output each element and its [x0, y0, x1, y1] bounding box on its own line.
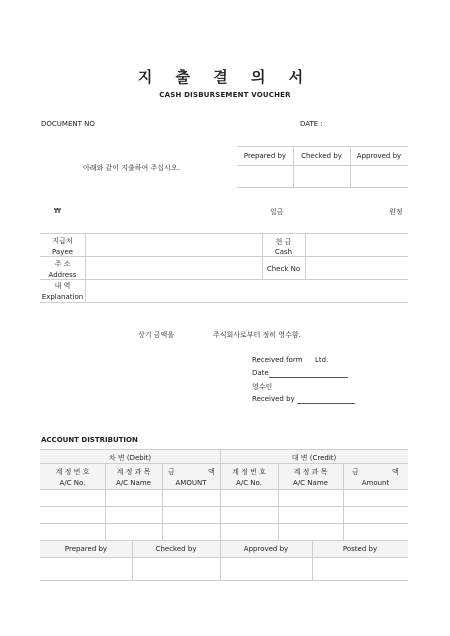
cash-label-ko: 현 금	[275, 238, 292, 246]
debit-ac-name-ko: 계 정 과 목	[116, 468, 151, 476]
received-by-line	[297, 403, 355, 404]
request-text: 아래와 같이 지출하여 주십시오.	[83, 164, 180, 172]
page-title: 지 출 결 의 서	[137, 68, 313, 86]
footer-posted-label: Posted by	[342, 545, 378, 553]
credit-ac-no-en: A/C No.	[236, 479, 262, 487]
credit-amount-ko-1: 금	[352, 468, 359, 476]
wonjeong-label: 원정	[389, 208, 403, 216]
debit-header: 차 변 (Debit)	[108, 454, 152, 462]
address-label-ko: 주 소	[54, 260, 71, 268]
address-label-en: Address	[48, 271, 77, 279]
credit-ac-no-ko: 계 정 번 호	[232, 468, 266, 476]
currency-symbol: ₩	[54, 207, 61, 215]
credit-amount-ko-2: 액	[392, 468, 399, 476]
account-distribution-heading: ACCOUNT DISTRIBUTION	[41, 436, 138, 444]
received-date-line	[269, 377, 348, 378]
received-form-label: Received form	[252, 356, 303, 364]
footer-checked-label: Checked by	[155, 545, 197, 553]
footer-approved-label: Approved by	[243, 545, 289, 553]
footer-prepared-label: Prepared by	[64, 545, 108, 553]
debit-amount-en: AMOUNT	[175, 479, 207, 487]
credit-header: 대 변 (Credit)	[291, 454, 337, 462]
explanation-label-en: Explanation	[41, 293, 84, 301]
receipt-text-1: 상기 금액을	[138, 331, 175, 339]
ilgeum-label: 일금	[270, 208, 284, 216]
debit-ac-name-en: A/C Name	[116, 479, 151, 487]
debit-ac-no-ko: 계 정 번 호	[55, 468, 90, 476]
approval-approved-label: Approved by	[356, 152, 402, 160]
received-ltd-label: Ltd.	[315, 356, 329, 364]
approval-checked-label: Checked by	[301, 152, 342, 160]
payee-label-en: Payee	[52, 248, 73, 256]
debit-amount-ko-1: 금	[168, 468, 175, 476]
page-subtitle: CASH DISBURSEMENT VOUCHER	[159, 91, 291, 99]
cash-label-en: Cash	[274, 248, 293, 256]
payee-label-ko: 지급처	[52, 237, 73, 245]
receipt-text-2: 주식회사로부터 정히 영수함.	[213, 331, 301, 339]
document-no-label: DOCUMENT NO	[41, 120, 95, 128]
received-by-label: Received by	[252, 395, 295, 403]
debit-ac-no-en: A/C No.	[59, 479, 86, 487]
debit-amount-ko-2: 액	[208, 468, 215, 476]
received-date-label: Date	[252, 369, 269, 377]
receiver-label: 영수인	[252, 383, 273, 391]
approval-prepared-label: Prepared by	[243, 152, 287, 160]
check-no-label: Check No	[266, 265, 301, 273]
explanation-label-ko: 내 역	[54, 282, 71, 290]
credit-ac-name-en: A/C Name	[293, 479, 328, 487]
credit-ac-name-ko: 계 정 과 목	[293, 468, 328, 476]
date-label: DATE :	[300, 120, 323, 128]
credit-amount-en: Amount	[361, 479, 390, 487]
